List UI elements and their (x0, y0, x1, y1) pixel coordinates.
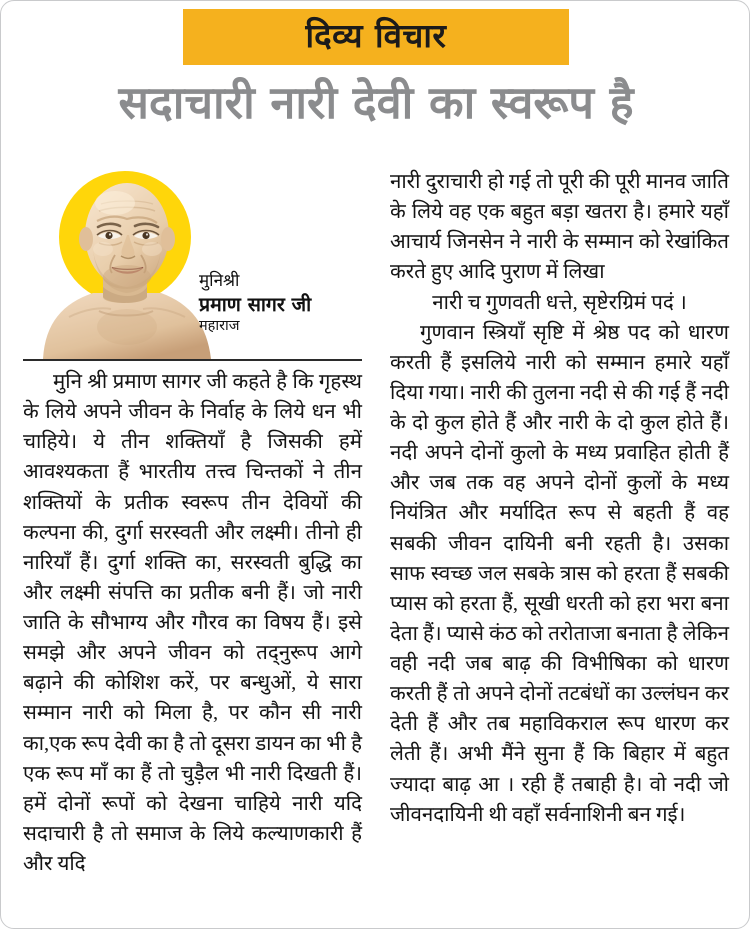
caption-line-3: महाराज (199, 317, 240, 334)
right-column-text (390, 167, 729, 830)
page-title: सदाचारी नारी देवी का स्वरूप है (118, 76, 634, 129)
portrait-block (23, 167, 362, 359)
paragraph: गुणवान स्त्रियाँ सृष्टि में श्रेष्ठ पद को धारण करती हैं इसलिये नारी को सम्मान हमारे यहाँ दिया गया। नारी की तुलना नदी से की गई हैं नदी के दो कुल होते हैं और नारी के दो कुल होते हैं। नदी अपने दोनों कुलो के मध्य प्रवाहित होती हैं और जब तक वह अपने दोनों कुलों के मध्य नियंत्रित और मर्यादित रूप से बहती हैं वह सबकी जीवन दायिनी बनी रहती है। उसका साफ स्वच्छ जल सबके त्रास को हरता हैं सबकी प्यास को हरता हैं, सूखी धरती को हरा भरा बना देता हैं। प्यासे कंठ को तरोताजा बनाता है लेकिन वही नदी जब बाढ़ की विभीषिका को धारण करती हैं तो अपने दोनों तटबंधों का उल्लंघन कर देती हैं और तब महाविकराल रूप धारण कर लेती हैं। अभी मैंने सुना हैं कि बिहार में बहुत ज्यादा बाढ़ आ । रही हैं तबाही है। वो नदी जो जीवनदायिनी थी वहाँ सर्वनाशिनी बन गई। (390, 321, 729, 826)
portrait-caption (199, 271, 364, 335)
sanskrit-verse: नारी च गुणवती धत्ते, सृष्टेरग्रिमं पदं । (432, 291, 687, 314)
caption-line-1: मुनिश्री (199, 271, 240, 291)
left-column-text (23, 367, 362, 879)
paragraph: मुनि श्री प्रमाण सागर जी कहते है कि गृहस्थ के लिये अपने जीवन के निर्वाह के लिये धन भी चाहिये। ये तीन शक्तियाँ है जिसकी हमें आवश्यकता हैं भारतीय तत्त्व चिन्तकों ने तीन शक्तियों के प्रतीक स्वरूप तीन देवियों की कल्पना की, दुर्गा सरस्वती और लक्ष्मी। तीनो ही नारियाँ हैं। दुर्गा शक्ति का, सरस्वती बुद्धि का और लक्ष्मी संपत्ति का प्रतीक बनी हैं। जो नारी जाति के सौभाग्य और गौरव का विषय हैं। इसे समझे और अपने जीवन को तद्नुरूप आगे बढ़ाने की कोशिश करें, पर बन्धुओं, ये सारा सम्मान नारी को मिला है, पर कौन सी नारी का,एक रूप देवी का है तो दूसरा डायन का भी है एक रूप माँ का हैं तो चुड़ैल भी नारी दिखती हैं। हमें दोनों रूपों को देखना चाहिये नारी यदि सदाचारी है तो समाज के लिये कल्याणकारी हैं और यदि (23, 371, 362, 875)
monk-portrait-image (41, 177, 213, 359)
caption-divider-rule (23, 359, 362, 361)
left-column (23, 167, 362, 907)
article-columns (23, 167, 729, 907)
masthead-banner (183, 9, 569, 65)
masthead-banner-wrap (1, 9, 750, 65)
masthead-banner-label: दिव्य विचार (305, 16, 447, 55)
right-column (390, 167, 729, 907)
paragraph: नारी दुराचारी हो गई तो पूरी की पूरी मानव जाति के लिये वह एक बहुत बड़ा खतरा है। हमारे यहाँ आचार्य जिनसेन ने नारी के सम्मान को रेखांकित करते हुए आदि पुराण में लिखा (390, 171, 729, 284)
caption-line-2: प्रमाण सागर जी (199, 292, 312, 316)
